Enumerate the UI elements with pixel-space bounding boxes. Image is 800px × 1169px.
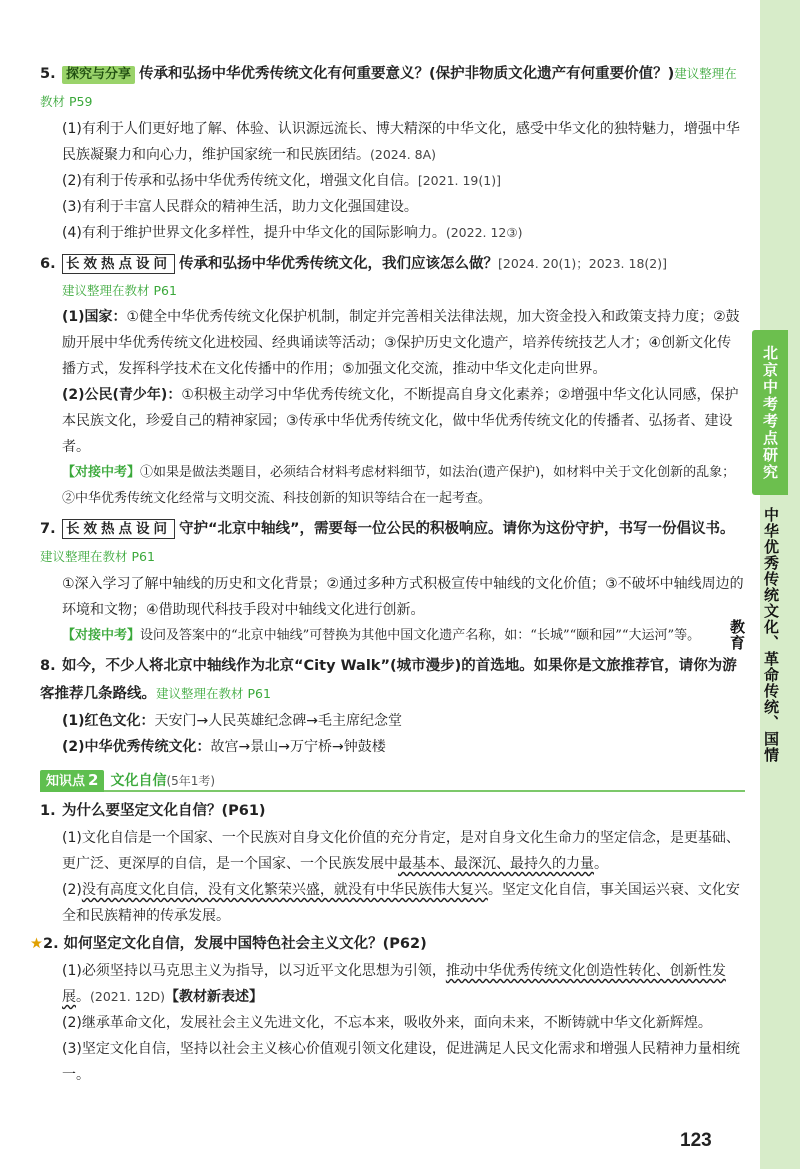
- answer-item: (1)国家：①健全中华优秀传统文化保护机制，制定并完善相关法律法规，加大资金投入和政策支持力度；②鼓励开展中华优秀传统文化进校园、经典诵读等活动；③保护历史文化遗产，培养传统技艺人才；④创新文化传播方式，发挥科学技术在文化传播中的作用；⑤加强文化交流，推动中华文化走向世界。: [62, 309, 740, 377]
- question-5: [40, 60, 745, 246]
- question-title: 如今，不少人将北京中轴线作为北京“City Walk”(城市漫步)的首选地。如果你是文旅推荐官，请你为游客推荐几条路线。: [40, 658, 737, 702]
- answer-item: (2)中华优秀传统文化：故宫→景山→万宁桥→钟鼓楼: [62, 739, 386, 755]
- exam-note: 【对接中考】①如果是做法类题目，必须结合材料考虑材料细节，如法治(遗产保护)，如材料中关于文化创新的乱象；②中华优秀传统文化经常与文明交流、科技创新的知识等结合在一起考查。: [62, 465, 736, 506]
- hot-topic-tag: 长效热点设问: [62, 519, 175, 539]
- main-content: [30, 60, 745, 1088]
- question-title: 传承和弘扬中华优秀传统文化，我们应该怎么做？: [179, 256, 498, 272]
- answer-item: (1)必须坚持以马克思主义为指导，以习近平文化思想为引领，推动中华优秀传统文化创造性转化、创新性发展。(2021. 12D)【教材新表述】: [62, 963, 726, 1005]
- question-8: [40, 653, 745, 760]
- question-title: 如何坚定文化自信，发展中国特色社会主义文化？(P62): [63, 936, 427, 952]
- star-icon: ★: [30, 936, 43, 952]
- answer-item: (1)有利于人们更好地了解、体验、认识源远流长、博大精深的中华文化，感受中华文化的独特魅力，增强中华民族凝聚力和向心力，维护国家统一和民族团结。(2024. 8A): [62, 121, 740, 163]
- answer-item: ①深入学习了解中轴线的历史和文化背景；②通过多种方式积极宣传中轴线的文化价值；③不破坏中轴线周边的环境和文物；④借助现代科技手段对中轴线文化进行创新。: [62, 576, 744, 618]
- answer-item: (2)有利于传承和弘扬中华优秀传统文化，增强文化自信。[2021. 19(1)]: [62, 173, 501, 189]
- textbook-hint: 建议整理在教材 P61: [62, 283, 177, 298]
- textbook-hint: 建议整理在教材 P61: [156, 686, 271, 701]
- knowledge-point-badge: 知识点 2: [40, 770, 104, 792]
- exam-frequency: (5年1考): [166, 774, 216, 788]
- question-6: [40, 250, 745, 512]
- question-number: 1.: [40, 803, 56, 819]
- answer-item: (2)公民(青少年)：①积极主动学习中华优秀传统文化，不断提高自身文化素养；②增强中华文化认同感，保护本民族文化，珍爱自己的精神家园；③传承中华优秀传统文化，做中华优秀传统文化的传播者、弘扬者、建设者。: [62, 387, 739, 455]
- question-number: 8.: [40, 658, 56, 674]
- question-number: 2.: [43, 936, 59, 952]
- chapter-tab: 北京中考考点研究: [752, 330, 788, 495]
- question-7: [40, 516, 745, 649]
- key-phrase: 没有高度文化自信，没有文化繁荣兴盛，就没有中华民族伟大复兴: [81, 882, 488, 898]
- answer-item: (1)文化自信是一个国家、一个民族对自身文化价值的充分肯定，是对自身文化生命力的坚定信念，是更基础、更广泛、更深厚的自信，是一个国家、一个民族发展中最基本、最深沉、最持久的力量。: [62, 830, 740, 872]
- question-number: 6.: [40, 256, 56, 272]
- kp-question-1: [40, 798, 745, 929]
- textbook-hint: 建议整理在教材 P61: [40, 549, 155, 564]
- answer-item: (3)有利于丰富人民群众的精神生活，助力文化强国建设。: [62, 199, 418, 215]
- hot-topic-tag: 长效热点设问: [62, 254, 175, 274]
- key-phrase: 推动中华优秀传统文化创造性转化、创新性发展: [62, 963, 726, 1005]
- question-number: 5.: [40, 66, 56, 82]
- knowledge-point-header: [40, 768, 745, 792]
- exam-reference: [2024. 20(1)；2023. 18(2)]: [498, 256, 667, 271]
- answer-item: (3)坚定文化自信，坚持以社会主义核心价值观引领文化建设，促进满足人民文化需求和增强人民精神力量相统一。: [62, 1041, 740, 1083]
- question-number: 7.: [40, 521, 56, 537]
- exam-note: 【对接中考】设问及答案中的“北京中轴线”可替换为其他中国文化遗产名称，如：“长城”“颐和园”“大运河”等。: [62, 628, 701, 643]
- question-title: 传承和弘扬中华优秀传统文化有何重要意义？(保护非物质文化遗产有何重要价值？): [139, 66, 675, 82]
- kp-question-2: [30, 931, 745, 1088]
- question-title: 为什么要坚定文化自信？(P61): [62, 803, 266, 819]
- textbook-hint: 建议整理在教材 P59: [40, 66, 737, 109]
- answer-item: (2)继承革命文化，发展社会主义先进文化，不忘本来，吸收外来，面向未来，不断铸就中华文化新辉煌。: [62, 1015, 712, 1031]
- page-number: 123: [680, 1130, 712, 1151]
- explore-share-tag: 探究与分享: [62, 66, 135, 84]
- answer-item: (1)红色文化：天安门→人民英雄纪念碑→毛主席纪念堂: [62, 713, 403, 729]
- key-phrase: 最基本、最深沉、最持久的力量: [398, 856, 594, 872]
- question-title: 守护“北京中轴线”，需要每一位公民的积极响应。请你为这份守护，书写一份倡议书。: [179, 521, 735, 537]
- knowledge-point-title: 文化自信: [110, 773, 167, 789]
- section-tab: 中华优秀传统文化、革命传统、国情教育: [728, 507, 780, 763]
- answer-item: (2)没有高度文化自信，没有文化繁荣兴盛，就没有中华民族伟大复兴。坚定文化自信，事关国运兴衰、文化安全和民族精神的传承发展。: [62, 882, 740, 924]
- answer-item: (4)有利于维护世界文化多样性，提升中华文化的国际影响力。(2022. 12③): [62, 225, 523, 241]
